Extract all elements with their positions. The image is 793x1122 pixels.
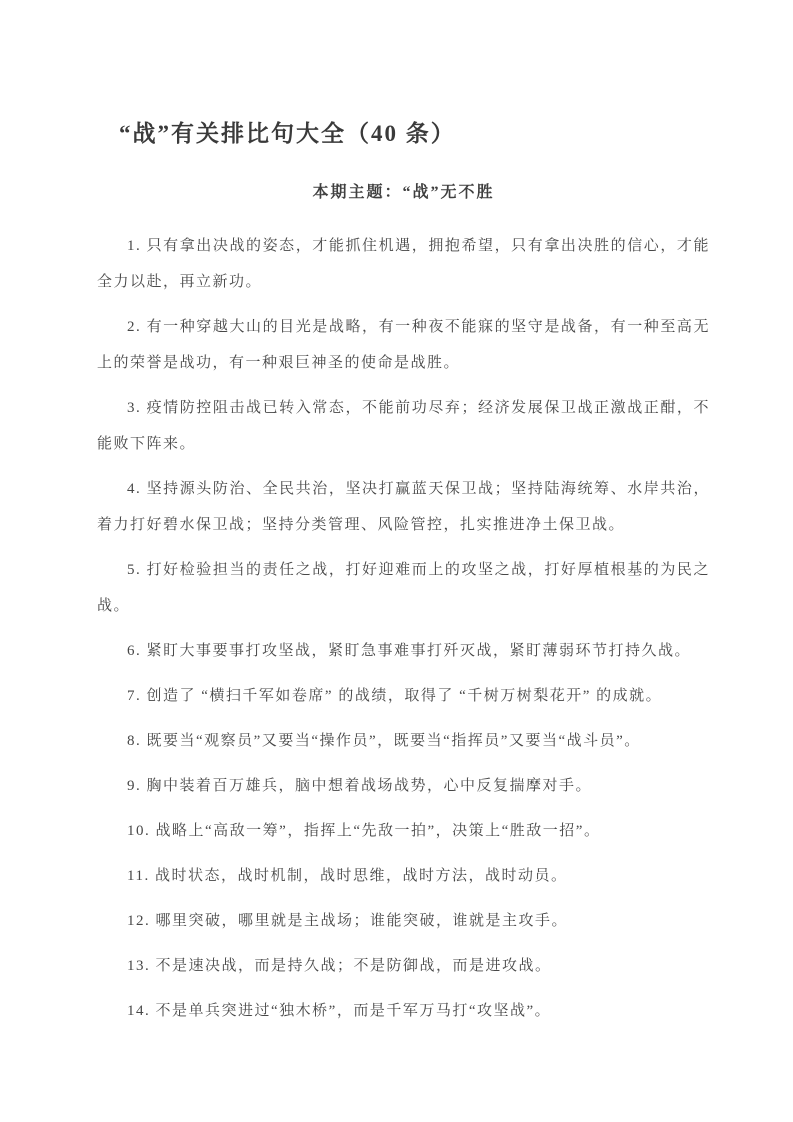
paragraph: 5. 打好检验担当的责任之战，打好迎难而上的攻坚之战，打好厚植根基的为民之战。 <box>97 562 710 614</box>
paragraph: 12. 哪里突破，哪里就是主战场；谁能突破，谁就是主攻手。 <box>127 913 569 929</box>
paragraph-list <box>97 228 710 1029</box>
paragraph: 10. 战略上“高敌一筹”，指挥上“先敌一拍”，决策上“胜敌一招”。 <box>127 823 601 839</box>
paragraph: 4. 坚持源头防治、全民共治，坚决打赢蓝天保卫战；坚持陆海统筹、水岸共治，着力打好碧水保卫战；坚持分类管理、风险管控，扎实推进净土保卫战。 <box>97 481 710 533</box>
paragraph: 7. 创造了 “横扫千军如卷席” 的战绩，取得了 “千树万树梨花开” 的成就。 <box>127 688 663 704</box>
paragraph: 14. 不是单兵突进过“独木桥”，而是千军万马打“攻坚战”。 <box>127 1003 552 1019</box>
paragraph: 2. 有一种穿越大山的目光是战略，有一种夜不能寐的坚守是战备，有一种至高无上的荣誉是战功，有一种艰巨神圣的使命是战胜。 <box>97 319 710 371</box>
paragraph: 9. 胸中装着百万雄兵，脑中想着战场战势，心中反复揣摩对手。 <box>127 778 593 794</box>
document-subtitle: 本期主题：“战”无不胜 <box>312 184 495 201</box>
paragraph: 8. 既要当“观察员”又要当“操作员”，既要当“指挥员”又要当“战斗员”。 <box>127 733 641 749</box>
paragraph: 3. 疫情防控阻击战已转入常态，不能前功尽弃；经济发展保卫战正激战正酣，不能败下阵来。 <box>97 400 710 452</box>
paragraph: 13. 不是速决战，而是持久战；不是防御战，而是进攻战。 <box>127 958 552 974</box>
paragraph: 11. 战时状态，战时机制，战时思维，战时方法，战时动员。 <box>127 868 568 884</box>
paragraph: 1. 只有拿出决战的姿态，才能抓住机遇，拥抱希望，只有拿出决胜的信心，才能全力以赴，再立新功。 <box>97 238 710 290</box>
document-title: “战”有关排比句大全（40 条） <box>119 121 456 146</box>
paragraph: 6. 紧盯大事要事打攻坚战，紧盯急事难事打歼灭战，紧盯薄弱环节打持久战。 <box>127 643 692 659</box>
